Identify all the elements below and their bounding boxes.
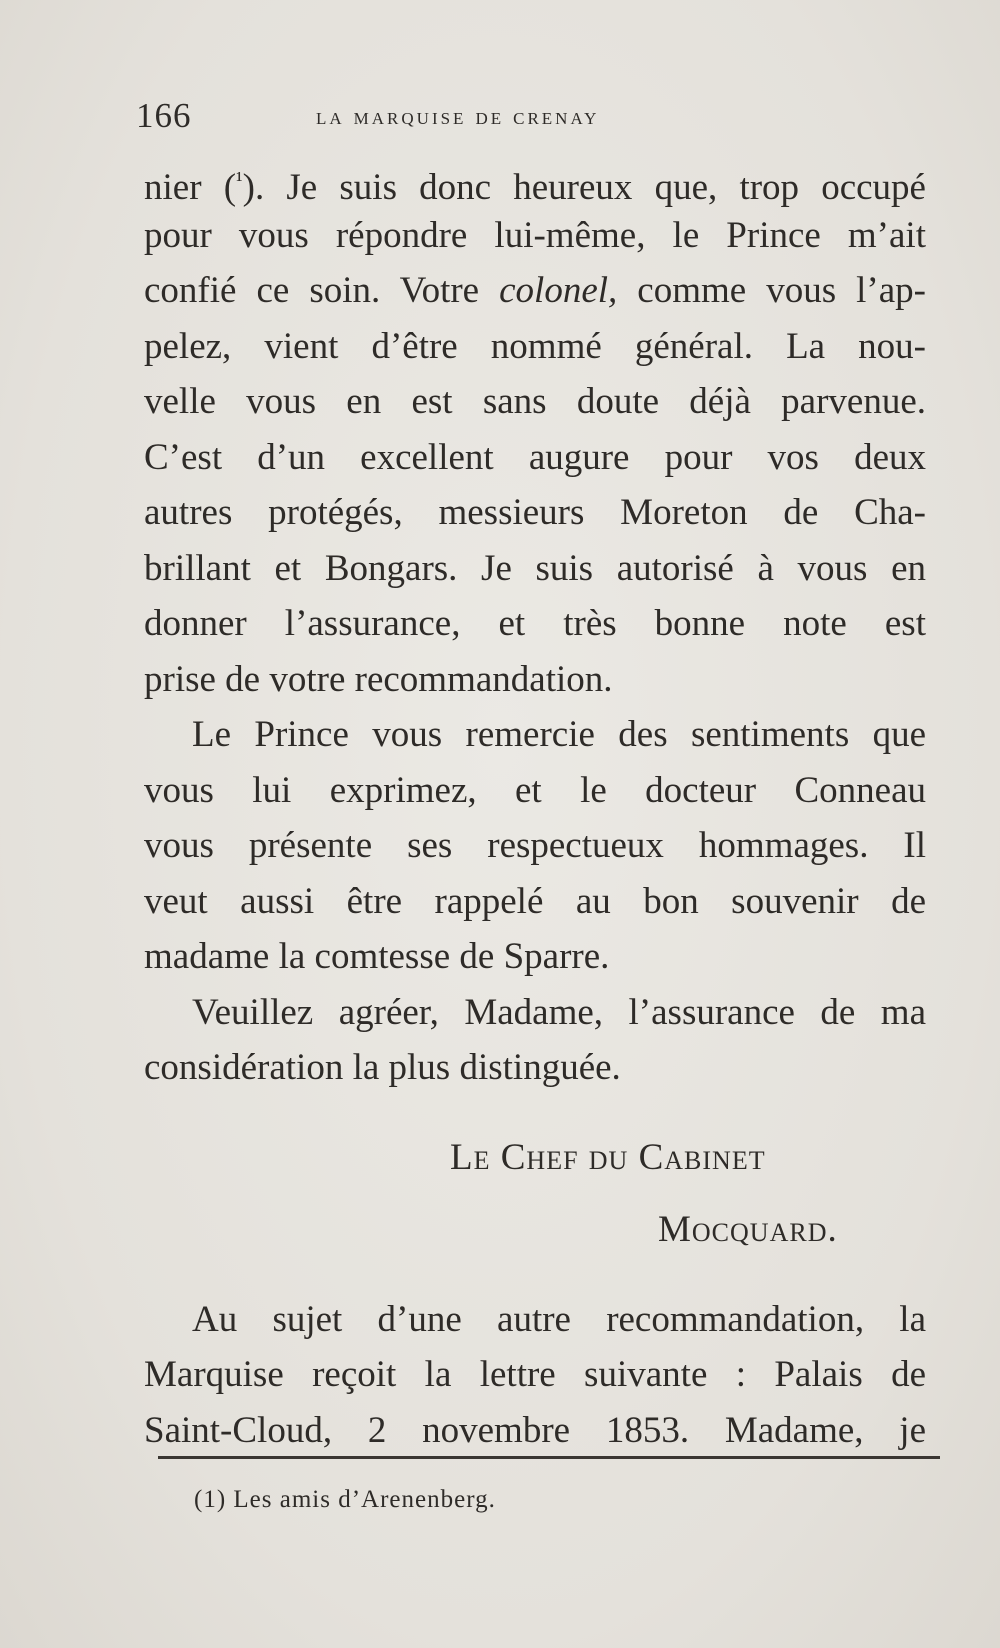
text-run: nier ( xyxy=(144,167,237,208)
text-run: ). Je suis donc heureux que, trop occupé xyxy=(242,167,926,208)
italic-text: colonel, xyxy=(499,270,618,311)
text-line: velle vous en est sans doute déjà parvenue. xyxy=(144,381,926,422)
text-line: donner l’assurance, et très bonne note est xyxy=(144,603,926,644)
signature-title: Le Chef du Cabinet xyxy=(450,1136,766,1178)
text-line xyxy=(144,152,926,208)
text-line: Veuillez agréer, Madame, l’assurance de ma xyxy=(192,991,926,1033)
text-line: vous présente ses respectueux hommages. Il xyxy=(144,825,926,866)
signature-name: Mocquard. xyxy=(658,1208,838,1250)
text-line: C’est d’un excellent augure pour vos deux xyxy=(144,436,926,478)
text-line: Marquise reçoit la lettre suivante : Palais de xyxy=(144,1354,926,1395)
text-line xyxy=(144,263,926,319)
text-line: pour vous répondre lui-même, le Prince m’ait xyxy=(144,214,926,256)
page-number: 166 xyxy=(136,96,192,135)
text-line: brillant et Bongars. Je suis autorisé à vous en xyxy=(144,547,926,589)
text-line: vous lui exprimez, et le docteur Conneau xyxy=(144,769,926,811)
paragraph-1 xyxy=(144,152,926,707)
text-line: Le Prince vous remercie des sentiments que xyxy=(192,714,926,755)
text-line: veut aussi être rappelé au bon souvenir de xyxy=(144,880,926,922)
text-line: Au sujet d’une autre recommandation, la xyxy=(192,1298,926,1340)
paragraph-2 xyxy=(144,707,926,985)
text-run: comme vous l’ap- xyxy=(617,270,926,311)
text-line: considération la plus distinguée. xyxy=(144,1047,621,1088)
page-header xyxy=(136,96,746,136)
text-line: pelez, vient d’être nommé général. La nou- xyxy=(144,325,926,367)
footnote-rule xyxy=(158,1456,940,1459)
text-run: confié ce soin. Votre xyxy=(144,270,500,311)
spacer xyxy=(144,1266,926,1292)
running-title: la marquise de crenay xyxy=(316,104,600,130)
footnote-marker: ¹ xyxy=(236,167,243,192)
spacer xyxy=(144,1096,926,1122)
page-body xyxy=(144,152,926,1458)
text-line: Saint-Cloud, 2 novembre 1853. Madame, je xyxy=(144,1409,926,1451)
paragraph-4 xyxy=(144,1292,926,1459)
text-line: madame la comtesse de Sparre. xyxy=(144,936,610,977)
text-line: prise de votre recommandation. xyxy=(144,658,613,700)
paragraph-3 xyxy=(144,985,926,1096)
text-line: autres protégés, messieurs Moreton de Cha- xyxy=(144,492,926,533)
signature-block xyxy=(144,1122,926,1266)
footnote: (1) Les amis d’Arenenberg. xyxy=(194,1486,496,1513)
